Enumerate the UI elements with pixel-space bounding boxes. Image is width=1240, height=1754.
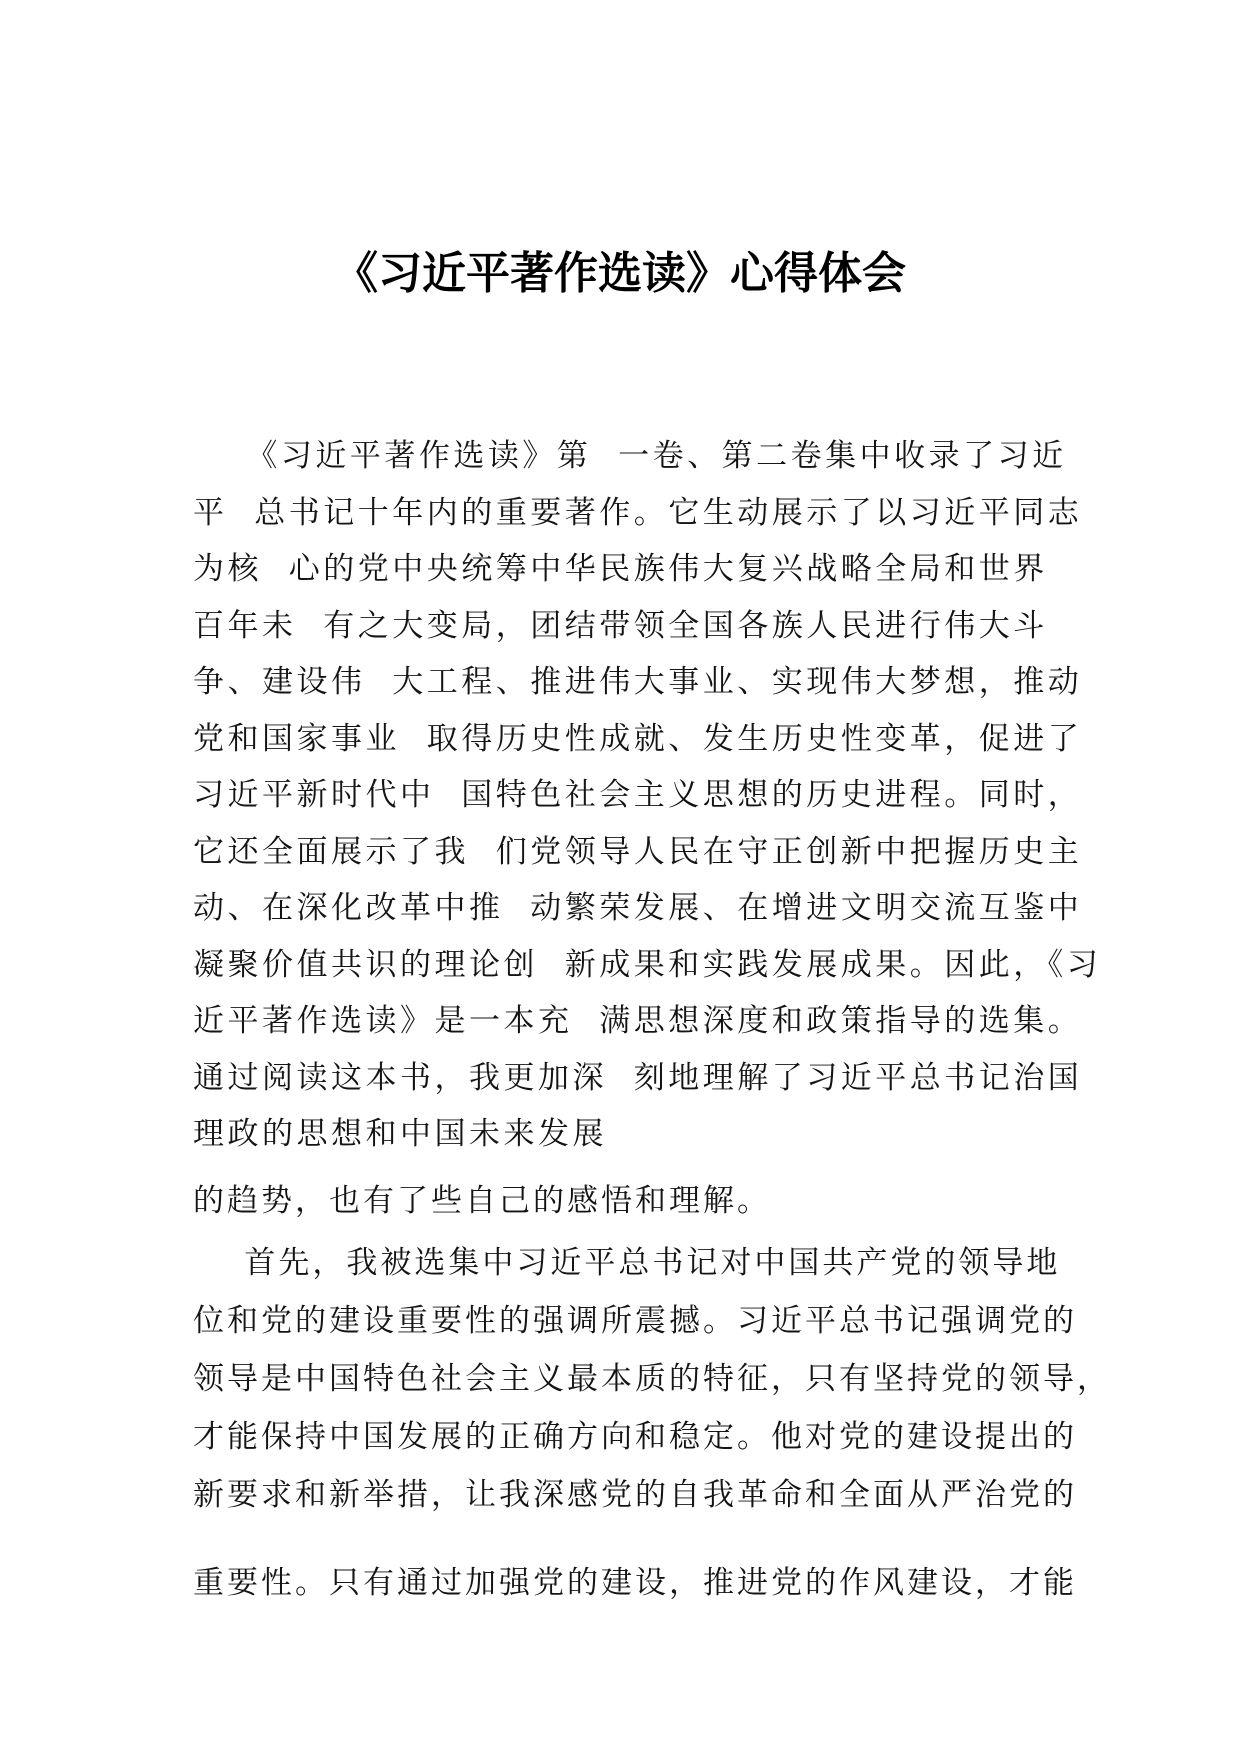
text-line: 首先，我被选集中习近平总书记对中国共产党的领导地 — [193, 1245, 1061, 1281]
text-line: 才能保持中国发展的正确方向和稳定。他对党的建设提出的 — [193, 1419, 1077, 1455]
text-line: 为核 心的党中央统筹中华民族伟大复兴战略全局和世界 — [193, 551, 1048, 587]
paragraph-1-tail — [193, 1173, 1073, 1230]
text-line: 党和国家事业 取得历史性成就、发生历史性变革，促进了 — [193, 720, 1083, 757]
text-line: 百年未 有之大变局，团结带领全国各族人民进行伟大斗 — [193, 607, 1048, 644]
text-line: 位和党的建设重要性的强调所震撼。习近平总书记强调党的 — [193, 1303, 1077, 1339]
text-line: 争、建设伟 大工程、推进伟大事业、实现伟大梦想，推动 — [193, 664, 1083, 700]
text-line: 凝聚价值共识的理论创 新成果和实践发展成果。因此，《习 — [193, 946, 1102, 983]
text-line: 重要性。只有通过加强党的建设，推进党的作风建设，才能 — [193, 1565, 1077, 1601]
text-line: 平 总书记十年内的重要著作。它生动展示了以习近平同志 — [193, 494, 1083, 531]
paragraph-2-continued — [193, 1555, 1077, 1612]
text-line: 它还全面展示了我 们党领导人民在守正创新中把握历史主 — [193, 833, 1083, 870]
text-line: 通过阅读这本书，我更加深 刻地理解了习近平总书记治国 — [193, 1059, 1083, 1096]
text-line: 的趋势，也有了些自己的感悟和理解。 — [193, 1183, 771, 1219]
paragraph-1 — [193, 428, 1102, 1163]
text-line: 领导是中国特色社会主义最本质的特征，只有坚持党的领导， — [193, 1361, 1111, 1397]
text-line: 《习近平著作选读》第 一卷、第二卷集中收录了习近 — [193, 438, 1067, 474]
text-line: 动、在深化改革中推 动繁荣发展、在增进文明交流互鉴中 — [193, 890, 1083, 926]
document-title: 《习近平著作选读》心得体会 — [334, 248, 906, 299]
paragraph-2 — [193, 1234, 1111, 1524]
text-line: 理政的思想和中国未来发展 — [193, 1116, 607, 1152]
text-line: 新要求和新举措，让我深感党的自我革命和全面从严治党的 — [193, 1477, 1077, 1513]
text-line: 习近平新时代中 国特色社会主义思想的历史进程。同时， — [193, 777, 1083, 813]
text-line: 近平著作选读》是一本充 满思想深度和政策指导的选集。 — [193, 1003, 1083, 1039]
